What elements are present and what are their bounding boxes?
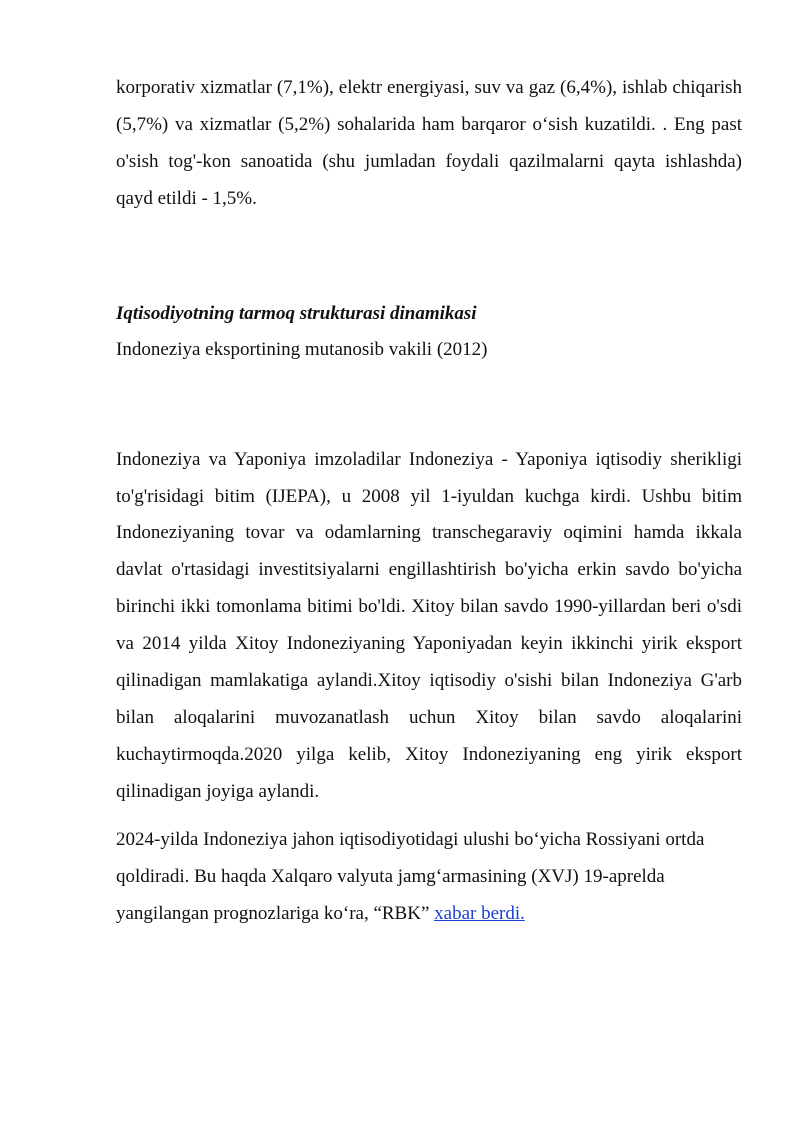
- paragraph-imf-forecast: [116, 822, 742, 933]
- section-subheading: Indoneziya eksportining mutanosib vakili (2012): [116, 338, 488, 360]
- paragraph-trade-partners: Indoneziya va Yaponiya imzoladilar Indoneziya - Yaponiya iqtisodiy sherikligi to'g'risidagi bitim (IJEPA), u 2008 yil 1-iyuldan kuchga kirdi. Ushbu bitim Indoneziyaning tovar va odamlarning transchegaraviy oqimini hamda ikkala davlat o'rtasidagi investitsiyalarni engillashtirish bo'yicha erkin savdo bo'yicha birinchi ikki tomonlama bitimi bo'ldi. Xitoy bilan savdo 1990-yillardan beri o'sdi va 2014 yilda Xitoy Indoneziyaning Yaponiyadan keyin ikkinchi yirik eksport qilinadigan mamlakatiga aylandi.Xitoy iqtisodiy o'sishi bilan Indoneziya G'arb bilan aloqalarini muvozanatlash uchun Xitoy bilan savdo aloqalarini kuchaytirmoqda.2020 yilga kelib, Xitoy Indoneziyaning eng yirik eksport qilinadigan joyiga aylandi.: [116, 448, 742, 802]
- source-link[interactable]: xabar berdi.: [434, 902, 525, 924]
- paragraph-imf-forecast-text: 2024-yilda Indoneziya jahon iqtisodiyotidagi ulushi bo‘yicha Rossiyani ortda qoldiradi. Bu haqda Xalqaro valyuta jamg‘armasining (XVJ) 19-aprelda yangilangan prognozlariga ko‘ra, “RBK”: [116, 828, 705, 924]
- section-heading: Iqtisodiyotning tarmoq strukturasi dinamikasi: [116, 302, 477, 324]
- paragraph-sector-growth: korporativ xizmatlar (7,1%), elektr energiyasi, suv va gaz (6,4%), ishlab chiqarish (5,7%) va xizmatlar (5,2%) sohalarida ham barqaror o‘sish kuzatildi. . Eng past o'sish tog'-kon sanoatida (shu jumladan foydali qazilmalarni qayta ishlashda) qayd etildi - 1,5%.: [116, 77, 742, 209]
- document-page: [116, 70, 742, 932]
